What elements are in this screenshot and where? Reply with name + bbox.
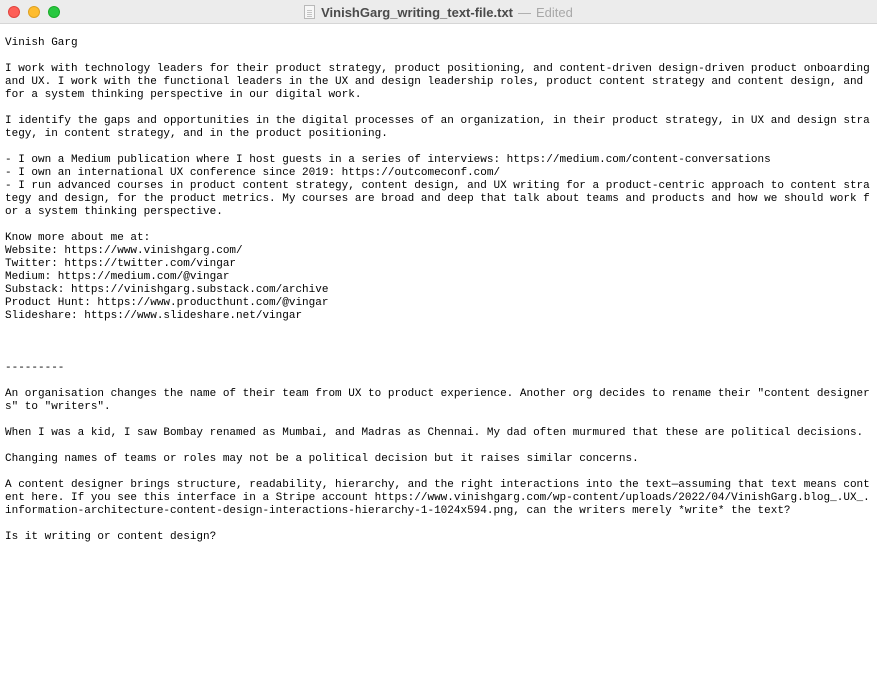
blank-line <box>5 102 871 115</box>
blank-line <box>5 336 871 349</box>
blank-line <box>5 466 871 479</box>
document-text-area[interactable] <box>5 24 877 672</box>
text-line: When I was a kid, I saw Bombay renamed as Mumbai, and Madras as Chennai. My dad often murmured that these are political decisions. <box>5 427 864 439</box>
blank-line <box>5 414 871 427</box>
text-document-icon[interactable] <box>304 5 315 19</box>
blank-line <box>5 141 871 154</box>
text-line: Vinish Garg <box>5 37 78 49</box>
text-line: Medium: https://medium.com/@vingar <box>5 271 230 283</box>
text-line: - I own a Medium publication where I host guests in a series of interviews: https://medium.com/content-conversations <box>5 154 771 166</box>
title-separator: — <box>518 4 532 20</box>
text-line: Know more about me at: <box>5 232 151 244</box>
edited-status[interactable]: Edited <box>536 4 573 20</box>
blank-line <box>5 24 871 37</box>
text-line: Is it writing or content design? <box>5 531 217 543</box>
window-title <box>0 0 877 24</box>
text-line: --------- <box>5 362 65 374</box>
text-line: Product Hunt: https://www.producthunt.com/@vingar <box>5 297 329 309</box>
blank-line <box>5 349 871 362</box>
text-line: A content designer brings structure, readability, hierarchy, and the right interactions into the text—assuming that text means content here. If you see this interface in a Stripe account https://www.vinishgarg.com/wp-content/uploads/2022/04/VinishGarg.blog_.UX_.information-architecture-content-design-interactions-hierarchy-1-1024x594.png, can the writers merely *write* the text? <box>5 479 870 517</box>
title-bar[interactable] <box>0 0 877 24</box>
blank-line <box>5 50 871 63</box>
blank-line <box>5 375 871 388</box>
text-line: - I own an international UX conference since 2019: https://outcomeconf.com/ <box>5 167 501 179</box>
text-line: I work with technology leaders for their product strategy, product positioning, and content-driven design-driven product onboarding and UX. I work with the functional leaders in the UX and design leadership roles, product content strategy and content design, and for a system thinking perspective in our digital work. <box>5 63 877 101</box>
blank-line <box>5 440 871 453</box>
text-line: Substack: https://vinishgarg.substack.com/archive <box>5 284 329 296</box>
blank-line <box>5 323 871 336</box>
window-filename[interactable]: VinishGarg_writing_text-file.txt <box>321 4 514 20</box>
text-line: Changing names of teams or roles may not be a political decision but it raises similar concerns. <box>5 453 639 465</box>
blank-line <box>5 518 871 531</box>
text-line: Twitter: https://twitter.com/vingar <box>5 258 237 270</box>
text-line: Website: https://www.vinishgarg.com/ <box>5 245 243 257</box>
text-line: An organisation changes the name of their team from UX to product experience. Another org decides to rename their "content designers" to "writers". <box>5 388 870 413</box>
text-line: - I run advanced courses in product content strategy, content design, and UX writing for a product-centric approach to content strategy and design, for the product metrics. My courses are broad and deep that talk about teams and products and how we should work for a system thinking perspective. <box>5 180 870 218</box>
text-line: Slideshare: https://www.slideshare.net/vingar <box>5 310 303 322</box>
blank-line <box>5 219 871 232</box>
text-line: I identify the gaps and opportunities in the digital processes of an organization, in their product strategy, in UX and design strategy, in content strategy, and in the product positioning. <box>5 115 870 140</box>
